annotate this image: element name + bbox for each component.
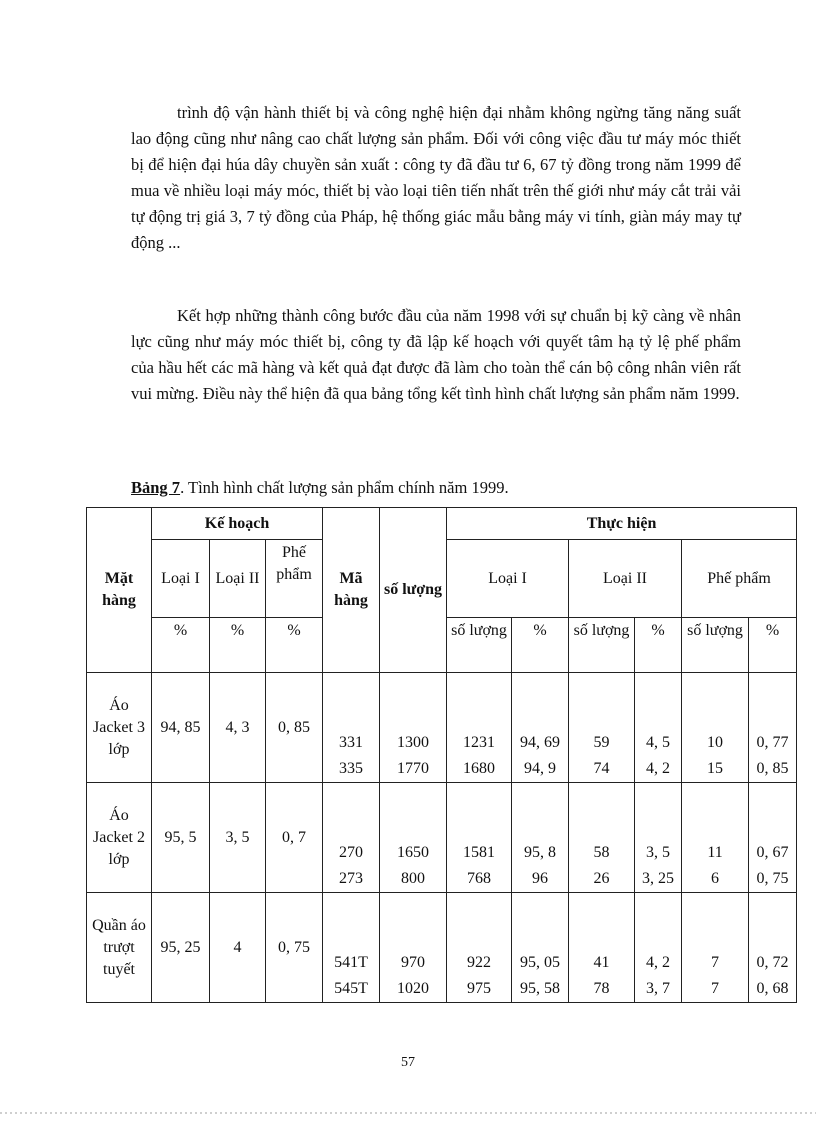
quality-table [86,507,797,1003]
header-th-loai1: Loại I [447,540,569,618]
cell-l2-sl: 59 74 [569,673,635,783]
caption-text: . Tình hình chất lượng sản phẩm chính năm 1999. [180,478,509,497]
cell-so-luong: 970 1020 [380,893,447,1003]
cell-l1-sl: 1581 768 [447,783,512,893]
cell-l1-pct: 94, 69 94, 9 [512,673,569,783]
header-kh-phe-pham: Phế phẩm [266,540,323,618]
cell-mat-hang: Áo Jacket 3 lớp [87,673,152,783]
cell-l2-pct: 4, 2 3, 7 [635,893,682,1003]
header-pct: % [266,618,323,673]
cell-kh-phe: 0, 75 [266,893,323,1003]
table-caption [131,478,509,498]
cell-l1-sl: 1231 1680 [447,673,512,783]
cell-ma-hang: 270 273 [323,783,380,893]
header-th-loai2: Loại II [569,540,682,618]
cell-l1-pct: 95, 05 95, 58 [512,893,569,1003]
cell-ma-hang: 331 335 [323,673,380,783]
cell-l1-sl: 922 975 [447,893,512,1003]
cell-l2-pct: 4, 5 4, 2 [635,673,682,783]
cell-pp-pct: 0, 72 0, 68 [749,893,797,1003]
header-kh-loai2: Loại II [210,540,266,618]
cell-kh-loai1: 94, 85 [152,673,210,783]
paragraph-2: Kết hợp những thành công bước đầu của năm 1998 với sự chuẩn bị kỹ càng về nhân lực cũng như máy móc thiết bị, công ty đã lập kế hoạch với quyết tâm hạ tỷ lệ phế phẩm của hầu hết các mã hàng và kết quả đạt được đã làm cho toàn thể cán bộ công nhân viên rất vui mừng. Điều này thể hiện đã qua bảng tổng kết tình hình chất lượng sản phẩm năm 1999. [131,306,741,403]
caption-label: Bảng 7 [131,478,181,497]
header-mat-hang: Mặt hàng [87,508,152,673]
page-number: 57 [401,1055,415,1070]
table-row [87,783,797,893]
header-pct: % [635,618,682,673]
cell-ma-hang: 541T 545T [323,893,380,1003]
cell-kh-loai2: 3, 5 [210,783,266,893]
cell-l1-pct: 95, 8 96 [512,783,569,893]
header-so-luong-sub: số lượng [569,618,635,673]
header-ma-hang: Mã hàng [323,508,380,673]
cell-l2-sl: 41 78 [569,893,635,1003]
page-bottom-divider [0,1112,816,1114]
header-pct: % [512,618,569,673]
header-pct: % [210,618,266,673]
cell-kh-loai2: 4 [210,893,266,1003]
cell-pp-sl: 10 15 [682,673,749,783]
header-kh-loai1: Loại I [152,540,210,618]
cell-pp-pct: 0, 67 0, 75 [749,783,797,893]
table-row [87,673,797,783]
header-pct: % [152,618,210,673]
table-row [87,893,797,1003]
header-pct: % [749,618,797,673]
cell-l2-sl: 58 26 [569,783,635,893]
cell-pp-sl: 7 7 [682,893,749,1003]
header-so-luong: số lượng [380,508,447,673]
cell-kh-loai1: 95, 25 [152,893,210,1003]
cell-mat-hang: Áo Jacket 2 lớp [87,783,152,893]
cell-l2-pct: 3, 5 3, 25 [635,783,682,893]
paragraph-1: trình độ vận hành thiết bị và công nghệ hiện đại nhằm không ngừng tăng năng suất lao động cũng như nâng cao chất lượng sản phẩm. Đối với công việc đầu tư máy móc thiết bị để hiện đại húa dây chuyền sản xuất : công ty đã đầu tư 6, 67 tỷ đồng trong năm 1999 để mua về nhiều loại máy móc, thiết bị vào loại tiên tiến nhất trên thế giới như máy cắt trải vải tự động trị giá 3, 7 tỷ đồng của Pháp, hệ thống giác mẫu bằng máy vi tính, giàn máy may tự động ... [131,103,741,252]
cell-kh-phe: 0, 7 [266,783,323,893]
cell-kh-loai1: 95, 5 [152,783,210,893]
header-th-phe-pham: Phế phẩm [682,540,797,618]
cell-kh-phe: 0, 85 [266,673,323,783]
cell-mat-hang: Quần áo trượt tuyết [87,893,152,1003]
cell-kh-loai2: 4, 3 [210,673,266,783]
cell-so-luong: 1650 800 [380,783,447,893]
header-so-luong-sub: số lượng [682,618,749,673]
cell-pp-pct: 0, 77 0, 85 [749,673,797,783]
cell-pp-sl: 11 6 [682,783,749,893]
cell-so-luong: 1300 1770 [380,673,447,783]
header-so-luong-sub: số lượng [447,618,512,673]
header-ke-hoach: Kế hoạch [152,508,323,540]
header-thuc-hien: Thực hiện [447,508,797,540]
